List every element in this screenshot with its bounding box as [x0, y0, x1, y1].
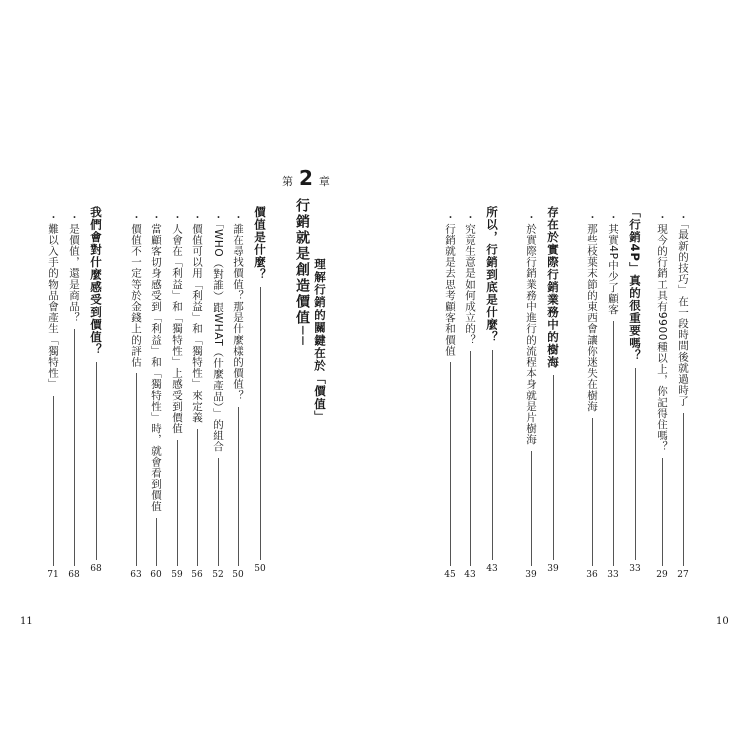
toc-section-heading[interactable]: [545, 206, 561, 574]
toc-entry-text: ・於實際行銷業務中進行的流程本身就是片樹海: [525, 212, 537, 446]
toc-entry[interactable]: [443, 212, 457, 580]
toc-page-number: 43: [464, 570, 476, 580]
toc-page-number: 50: [254, 564, 266, 574]
toc-entry[interactable]: [655, 212, 669, 580]
leader-line: [74, 329, 75, 566]
toc-page-number: 39: [547, 564, 559, 574]
toc-page-number: 43: [486, 564, 498, 574]
toc-page-number: 63: [130, 570, 142, 580]
leader-line: [136, 373, 137, 566]
toc-page-number: 33: [629, 564, 641, 574]
chapter-label: [282, 166, 330, 190]
toc-entry[interactable]: [211, 212, 225, 580]
leader-line: [238, 407, 239, 566]
toc-page-number: 36: [586, 570, 598, 580]
toc-entry[interactable]: [67, 212, 81, 580]
leader-line: [177, 440, 178, 566]
leader-line: [260, 287, 261, 560]
toc-page-number: 39: [525, 570, 537, 580]
toc-entry-text: ・價值可以用「利益」和「獨特性」來定義: [191, 212, 203, 423]
toc-section-heading[interactable]: [627, 206, 643, 574]
toc-page-number: 52: [212, 570, 224, 580]
toc-entry-text: ・行銷就是去思考顧客和價值: [444, 212, 456, 357]
leader-line: [592, 418, 593, 566]
toc-page-number: 71: [47, 570, 59, 580]
toc-entry[interactable]: [606, 212, 620, 580]
leader-line: [96, 362, 97, 560]
toc-page-number: 29: [656, 570, 668, 580]
toc-entry[interactable]: [129, 212, 143, 580]
toc-entry[interactable]: [149, 212, 163, 580]
toc-entry-text: 所以，行銷到底是什麼？: [485, 206, 499, 344]
toc-entry-text: 價值是什麼？: [253, 206, 267, 281]
toc-entry[interactable]: [463, 212, 477, 580]
toc-section-heading[interactable]: [252, 206, 268, 574]
chapter-prefix: 第: [282, 175, 293, 188]
toc-entry[interactable]: [170, 212, 184, 580]
leader-line: [613, 321, 614, 566]
leader-line: [492, 350, 493, 561]
leader-line: [218, 458, 219, 566]
leader-line: [450, 362, 451, 566]
leader-line: [662, 458, 663, 566]
toc-section-heading[interactable]: [88, 206, 104, 574]
toc-page-number: 27: [677, 570, 689, 580]
leader-line: [553, 375, 554, 561]
toc-entry-text: ・其實4P中少了顧客: [607, 212, 619, 316]
leader-line: [197, 429, 198, 566]
toc-entry-text: ・「最新的技巧」在一段時間後就過時了: [677, 212, 689, 407]
toc-page-number: 45: [444, 570, 456, 580]
toc-page-number: 56: [191, 570, 203, 580]
leader-line: [470, 351, 471, 566]
toc-entry-text: ・是價值，還是商品？: [68, 212, 80, 323]
toc-entry-text: ・價值不一定等於金錢上的評估: [130, 212, 142, 368]
toc-entry-text: ・那些枝葉末節的東西會讓你迷失在樹海: [586, 212, 598, 412]
leader-line: [683, 413, 684, 566]
chapter-title: 行銷就是創造價值──: [294, 198, 310, 347]
toc-entry-text: ・現今的行銷工具有9900種以上，你記得住嗎？: [656, 212, 668, 453]
toc-entry-text: 「行銷4P」真的很重要嗎？: [628, 206, 642, 362]
chapter-subtitle: 理解行銷的關鍵在於「價值」: [313, 258, 327, 424]
toc-entry-text: 存在於實際行銷業務中的樹海: [546, 206, 560, 369]
toc-page-number: 68: [68, 570, 80, 580]
toc-entry-text: ・「WHO（對誰）跟WHAT（什麼產品）」的組合: [212, 212, 224, 453]
toc-entry[interactable]: [46, 212, 60, 580]
toc-entry-text: ・當顧客切身感受到「利益」和「獨特性」時，就會看到價值: [150, 212, 162, 512]
chapter-suffix: 章: [318, 175, 330, 188]
toc-entry[interactable]: [231, 212, 245, 580]
toc-entry-text: 我們會對什麼感受到價值？: [89, 206, 103, 356]
toc-entry[interactable]: [190, 212, 204, 580]
toc-entry[interactable]: [524, 212, 538, 580]
toc-entry[interactable]: [676, 212, 690, 580]
toc-page-number: 33: [607, 570, 619, 580]
toc-entry-text: ・人會在「利益」和「獨特性」上感受到價值: [171, 212, 183, 434]
page-number-left: 11: [20, 616, 33, 627]
leader-line: [53, 396, 54, 566]
toc-entry-text: ・難以入手的物品會產生「獨特性」: [47, 212, 59, 390]
leader-line: [635, 368, 636, 560]
toc-section-heading[interactable]: [484, 206, 500, 574]
toc-entry-text: ・誰在尋找價值？那是什麼樣的價值？: [232, 212, 244, 401]
toc-page-number: 68: [90, 564, 102, 574]
page-number-right: 10: [716, 616, 729, 627]
toc-page-number: 50: [232, 570, 244, 580]
toc-entry[interactable]: [585, 212, 599, 580]
leader-line: [531, 451, 532, 566]
toc-entry-text: ・究竟生意是如何成立的？: [464, 212, 476, 346]
leader-line: [156, 518, 157, 566]
toc-page-number: 59: [171, 570, 183, 580]
toc-page-number: 60: [150, 570, 162, 580]
chapter-number: 2: [299, 166, 313, 190]
